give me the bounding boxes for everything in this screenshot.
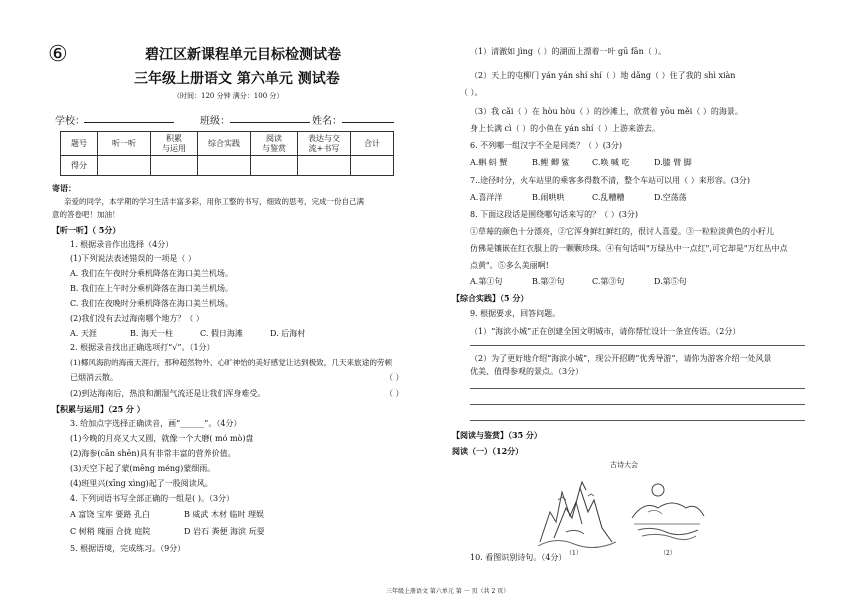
score-header-cell: 听一听 [98,132,151,156]
question-3: 3. 给加点字选择正确读音，画“______”。（4分） [70,419,242,428]
question-1-1: (1)下列说法表述错误的一项是（ ） [70,254,196,263]
option-b: B.第②句 [532,277,565,286]
option-d: D.第⑤句 [654,277,687,286]
answer-line[interactable] [470,345,805,346]
option-d: D.膝 臂 脚 [654,158,692,167]
question-9-2: （2）为了更好地介绍“海滨小城”，现公开招聘“优秀导游”，请你为游客介绍一处风景 [470,354,772,363]
option-c: C 树稍 瑰丽 合拢 庭院 [70,527,151,536]
option-a: A. 我们在午夜时分乘机降落在海口美兰机场。 [70,269,233,278]
section-practice: 【综合实践】（5 分） [452,293,529,303]
illustration-1-label: （1） [566,550,582,557]
exam-title: 碧江区新课程单元目标检测试卷 [145,47,341,63]
option-c: C. 假日海滩 [200,329,243,338]
name-label: 姓名： [312,116,342,127]
question-3-2: (2)海参(cān shēn)具有非常丰富的营养价值。 [70,449,236,458]
score-cell[interactable] [351,156,394,176]
q5-item-2-cont: （ ）。 [460,88,483,97]
score-header-cell: 积累 与运用 [151,132,198,156]
question-8-passage-3: 点黄"。⑤多么美丽啊! [470,261,549,270]
q5-item-1: （1）清澈如 jìng（ ）的湖面上漂着一叶 gū fān（ ）。 [470,47,667,56]
reading-one-title: 阅读（一）（12分） [452,446,524,456]
question-7: 7..途径时分，火车站里的乘客多得数不清，整个车站可以用（ ）来形容。(3分) [470,176,751,185]
score-cell[interactable] [198,156,251,176]
answer-line[interactable] [470,420,805,421]
question-9-2-cont: 优美、值得参观的景点。（3分） [470,367,584,376]
reminder-text-1: 亲爱的同学，本学期的学习生活丰富多彩，用你工整的书写，细致的思考，完成一份自己满 [64,197,364,206]
option-c: C.唤 喊 吃 [592,158,630,167]
option-a: A 富饶 宝库 要路 孔白 [70,510,150,519]
poem-illustration-2 [628,478,706,548]
q5-item-3-cont: 身上长满 cì（ ）的小鱼在 yán shí（ ）上游来游去。 [470,124,661,133]
score-header-cell: 题号 [61,132,98,156]
option-b: B.闹哄哄 [532,193,565,202]
answer-line[interactable] [470,404,805,405]
option-b: B. 海天一柱 [130,329,173,338]
score-row-label: 得分 [61,156,98,176]
question-9: 9. 根据要求，回答问题。 [470,309,561,318]
reminder-text-2: 意的答卷吧！加油！ [52,210,120,219]
score-header-cell: 综合实践 [198,132,251,156]
class-field[interactable] [230,113,310,123]
section-reading: 【阅读与鉴赏】（35 分） [452,430,542,440]
page-footer: 三年级上册语文 第六单元 第 一 页（共 2 页） [386,588,510,595]
question-1: 1. 根据录音作出选择（4分） [70,240,174,249]
q5-item-3: （3）我 cǎi（ ）在 hòu hòu（ ）的沙滩上，欣赏着 yōu měi（ ）的海景。 [470,107,743,116]
answer-paren[interactable]: （ ） [385,389,404,398]
score-cell[interactable] [98,156,151,176]
score-header-cell: 表达与交 流+书写 [298,132,351,156]
option-a: A. 天涯 [70,329,97,338]
time-score-info: （时间：120 分钟 满分：100 分） [173,92,284,100]
question-3-1: (1)今晚的月亮又大又圆，就像一个大磨( mó mò)盘 [70,434,254,443]
question-8-passage-1: ①草莓的颜色十分漂亮，②它浑身鲜红鲜红的，很讨人喜爱。③一粒粒淡黄色的小籽儿 [470,227,774,236]
question-2-2: (2)到达海南后，热浪和潮湿气流还是让我们浑身难受。 [70,389,266,398]
score-header-cell: 阅读 与鉴赏 [251,132,298,156]
question-10: 10. 看图识别诗句。（4分） [470,553,567,562]
class-label: 班级： [200,116,230,127]
illustration-2-label: （2） [660,550,676,557]
score-cell[interactable] [151,156,198,176]
option-c: C. 我们在夜晚时分乘机降落在海口美兰机场。 [70,299,233,308]
section-listening: 【听一听】（ 5分） [52,225,121,235]
school-label: 学校： [55,116,85,127]
option-b: B. 我们在上午时分乘机降落在海口美兰机场。 [70,284,233,293]
section-accumulation: 【积累与运用】（25 分 ） [52,404,145,414]
question-1-2: (2)我们没有去过海南哪个地方？（ ） [70,314,204,323]
option-d: D. 后海村 [270,329,306,338]
score-cell[interactable] [298,156,351,176]
option-a: A.蝌 蚪 蟹 [470,158,508,167]
question-2-1: (1)椰风海韵的海南天涯行，那种超然物外、心旷神怡的美好感觉让达到极致，几天来旅途的劳顿 [70,358,393,367]
school-field[interactable] [84,113,174,123]
question-8-passage-2: 仿佛是镶嵌在红衣服上的一颗颗珍珠。④有句话叫"万绿丛中一点红",可它却是"万红丛中点 [470,244,788,253]
option-c: C.第③句 [592,277,625,286]
question-2-1-cont: 已烟消云散。 [70,373,118,382]
question-3-3: (3)天空下起了蒙(mēng méng)蒙细雨。 [70,464,216,473]
answer-paren[interactable]: （ ） [385,373,404,382]
question-9-1: （1）“海滨小城”正在创建全国文明城市，请你帮忙设计一条宣传语。（2分） [470,327,741,336]
score-header-cell: 合计 [351,132,394,156]
answer-line[interactable] [470,388,805,389]
paper-number-mark: ⑥ [48,42,68,67]
score-cell[interactable] [251,156,298,176]
poem-illustration-1 [536,472,618,550]
question-3-4: (4)班里兴(xīng xìng)起了一股阅读风。 [70,479,213,488]
q5-item-2: （2）天上的屯柳门 yán yán shí shí（ ）地 dǎng（ ）住了我的 shì xiàn [470,71,736,80]
question-2: 2. 根据录音找出正确选项打“√”。（1分） [70,343,215,352]
option-c: C.乱糟糟 [592,193,625,202]
question-5: 5. 根据语境，完成练习。（9分） [70,544,186,553]
question-8: 8. 下面这段话是围绕哪句话来写的？（ ）(3分) [470,210,639,219]
option-a: A.第①句 [470,277,503,286]
option-b: B 威武 木材 临时 理娱 [184,510,265,519]
reminder-title: 寄语： [52,183,76,193]
option-a: A.喜洋洋 [470,193,503,202]
option-b: B.鲤 鲫 鲨 [532,158,570,167]
question-6: 6. 不列哪一组汉字不全是同类？（ ）(3分) [470,141,623,150]
exam-subtitle: 三年级上册语文 第六单元 测试卷 [134,71,340,87]
score-table [60,131,394,176]
question-4: 4. 下列词语书写全部正确的一组是( )。（3分） [70,494,235,503]
option-d: D 岩石 粪便 海滨 玩耍 [184,527,265,536]
option-d: D.空荡荡 [654,193,687,202]
name-field[interactable] [342,113,394,123]
poem-section-title: 古诗大会 [610,461,638,469]
